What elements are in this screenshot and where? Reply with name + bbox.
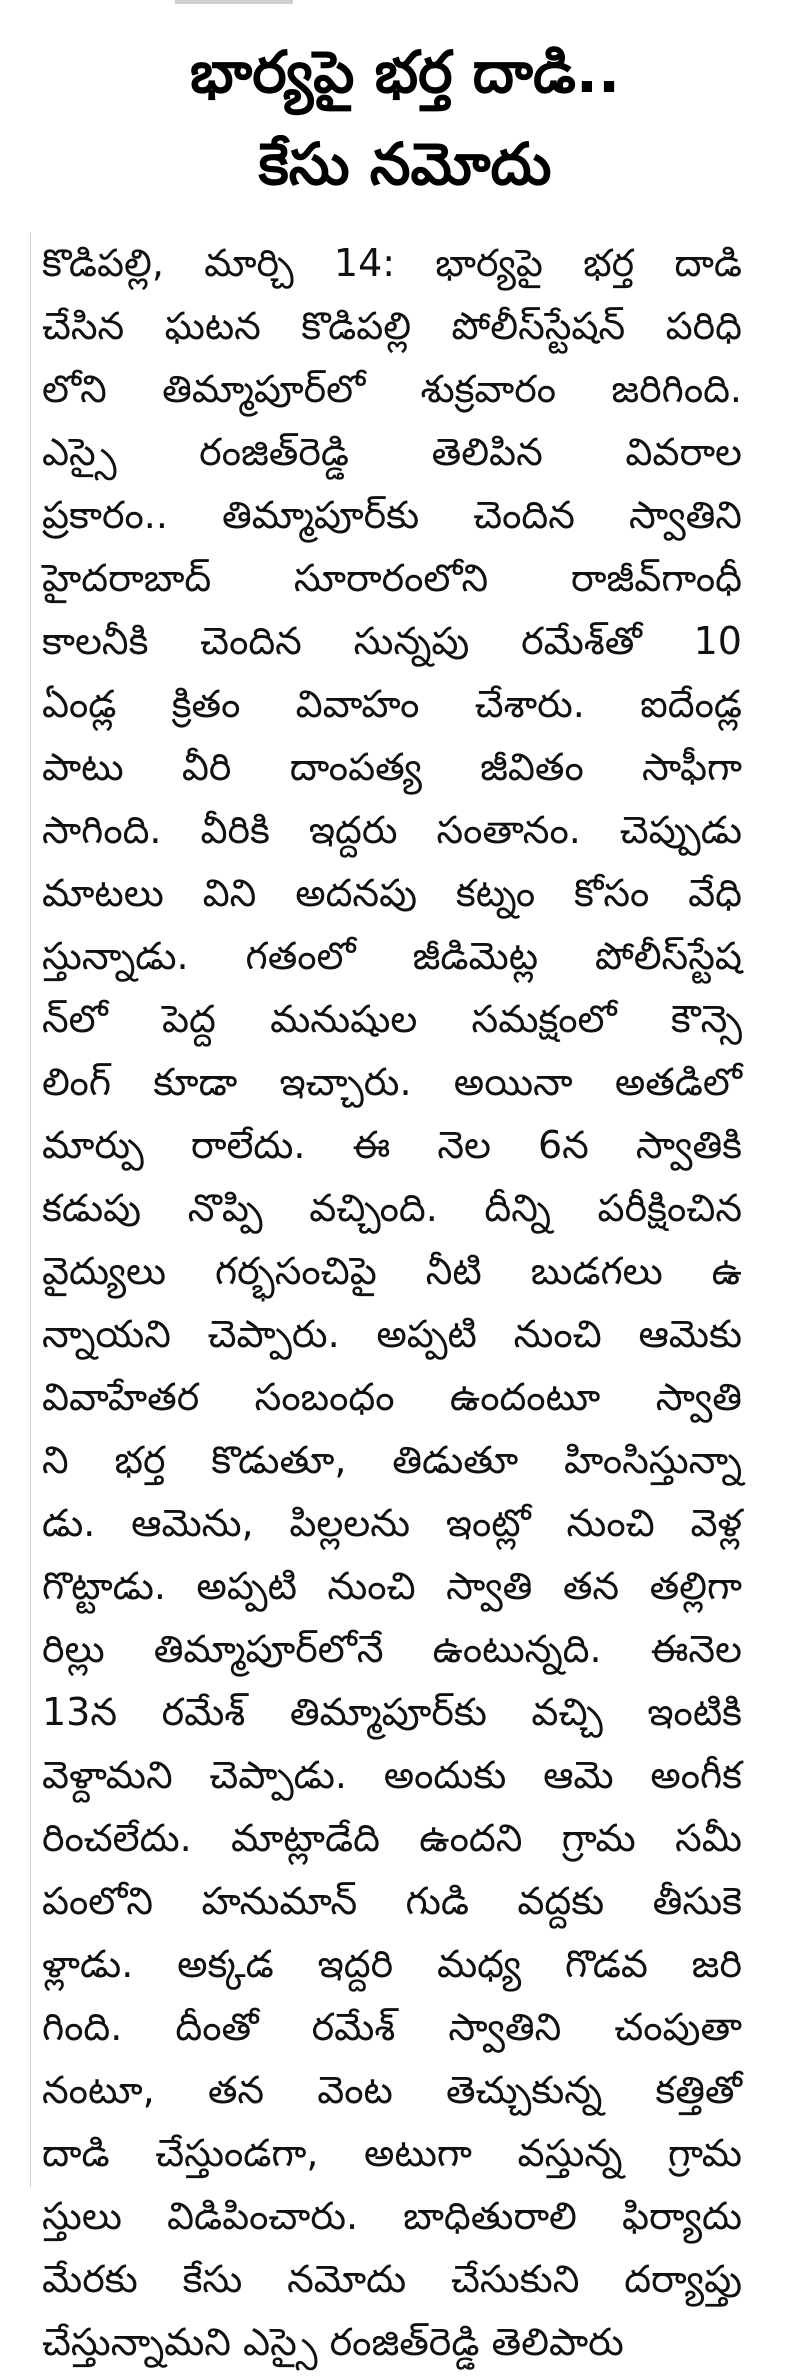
body-line: నంటూ, తన వెంట తెచ్చుకున్న కత్తితో <box>42 2068 742 2112</box>
body-line: దాడి చేస్తుండగా, అటుగా వస్తున్న గ్రామ <box>42 2131 742 2175</box>
body-line: రిల్లు తిమ్మాపూర్‌లోనే ఉంటున్నది. ఈనెల <box>42 1627 742 1671</box>
body-line: పంలోని హనుమాన్ గుడి వద్దకు తీసుకె <box>42 1879 742 1923</box>
column-divider <box>30 232 31 2187</box>
body-line: గింది. దీంతో రమేశ్ స్వాతిని చంపుతా <box>42 2005 742 2049</box>
body-line: వివాహేతర సంబంధం ఉందంటూ స్వాతి <box>42 1375 742 1419</box>
body-line: కడుపు నొప్పి వచ్చింది. దీన్ని పరీక్షించిన <box>42 1186 742 1230</box>
body-line: రించలేదు. మాట్లాడేది ఉందని గ్రామ సమీ <box>42 1816 742 1860</box>
body-line: చేస్తున్నామని ఎస్సై రంజిత్‌రెడ్డి తెలిపారు <box>42 2320 624 2364</box>
body-line: మార్పు రాలేదు. ఈ నెల 6న స్వాతికి <box>42 1123 742 1167</box>
body-line: న్నాయని చెప్పారు. అప్పటి నుంచి ఆమెకు <box>42 1312 742 1356</box>
body-line: గొట్టాడు. అప్పటి నుంచి స్వాతి తన తల్లిగా <box>42 1564 742 1608</box>
body-line: డు. ఆమెను, పిల్లలను ఇంట్లో నుంచి వెళ్ల <box>42 1501 742 1545</box>
headline-line-1: భార్యపై భర్త దాడి.. <box>190 38 620 106</box>
article-body <box>42 232 742 2374</box>
headline-line-2: కేసు నమోదు <box>258 130 552 198</box>
body-line: కొడిపల్లి, మార్చి 14: భార్యపై భర్త దాడి <box>42 241 742 285</box>
body-line: ఏండ్ల క్రితం వివాహం చేశారు. ఐదేండ్ల <box>42 682 742 726</box>
top-divider <box>175 0 293 4</box>
body-line: చేసిన ఘటన కొడిపల్లి పోలీస్‌స్టేషన్ పరిధి <box>42 304 742 348</box>
body-line: పాటు వీరి దాంపత్య జీవితం సాఫీగా <box>42 745 742 789</box>
body-line: హైదరాబాద్ సూరారంలోని రాజీవ్‌గాంధీ <box>42 556 742 600</box>
body-line: ఎస్సై రంజిత్‌రెడ్డి తెలిపిన వివరాల <box>42 430 742 474</box>
body-line: ళ్లాడు. అక్కడ ఇద్దరి మధ్య గొడవ జరి <box>42 1942 742 1986</box>
body-line: ప్రకారం.. తిమ్మాపూర్‌కు చెందిన స్వాతిని <box>42 493 742 537</box>
body-line: కాలనీకి చెందిన సున్నపు రమేశ్‌తో 10 <box>42 619 742 663</box>
body-line: లోని తిమ్మాపూర్‌లో శుక్రవారం జరిగింది. <box>42 367 742 411</box>
body-line: న్‌లో పెద్ద మనుషుల సమక్షంలో కౌన్సె <box>42 997 742 1041</box>
article-headline <box>40 26 770 210</box>
body-line: సాగింది. వీరికి ఇద్దరు సంతానం. చెప్పుడు <box>42 808 742 852</box>
body-line: 13న రమేశ్ తిమ్మాపూర్‌కు వచ్చి ఇంటికి <box>42 1690 742 1734</box>
body-line: స్తున్నాడు. గతంలో జీడిమెట్ల పోలీస్‌స్టేష <box>42 934 742 978</box>
body-line: మాటలు విని అదనపు కట్నం కోసం వేధి <box>42 871 742 915</box>
body-line: వెళ్దామని చెప్పాడు. అందుకు ఆమె అంగీక <box>42 1753 742 1797</box>
body-line: స్తులు విడిపించారు. బాధితురాలి ఫిర్యాదు <box>42 2194 742 2238</box>
body-line: వైద్యులు గర్భసంచిపై నీటి బుడగలు ఉ <box>42 1249 742 1293</box>
body-line: ని భర్త కొడుతూ, తిడుతూ హింసిస్తున్నా <box>42 1438 742 1482</box>
body-line: మేరకు కేసు నమోదు చేసుకుని దర్యాప్తు <box>42 2257 742 2301</box>
body-line: లింగ్ కూడా ఇచ్చారు. అయినా అతడిలో <box>42 1060 742 1104</box>
